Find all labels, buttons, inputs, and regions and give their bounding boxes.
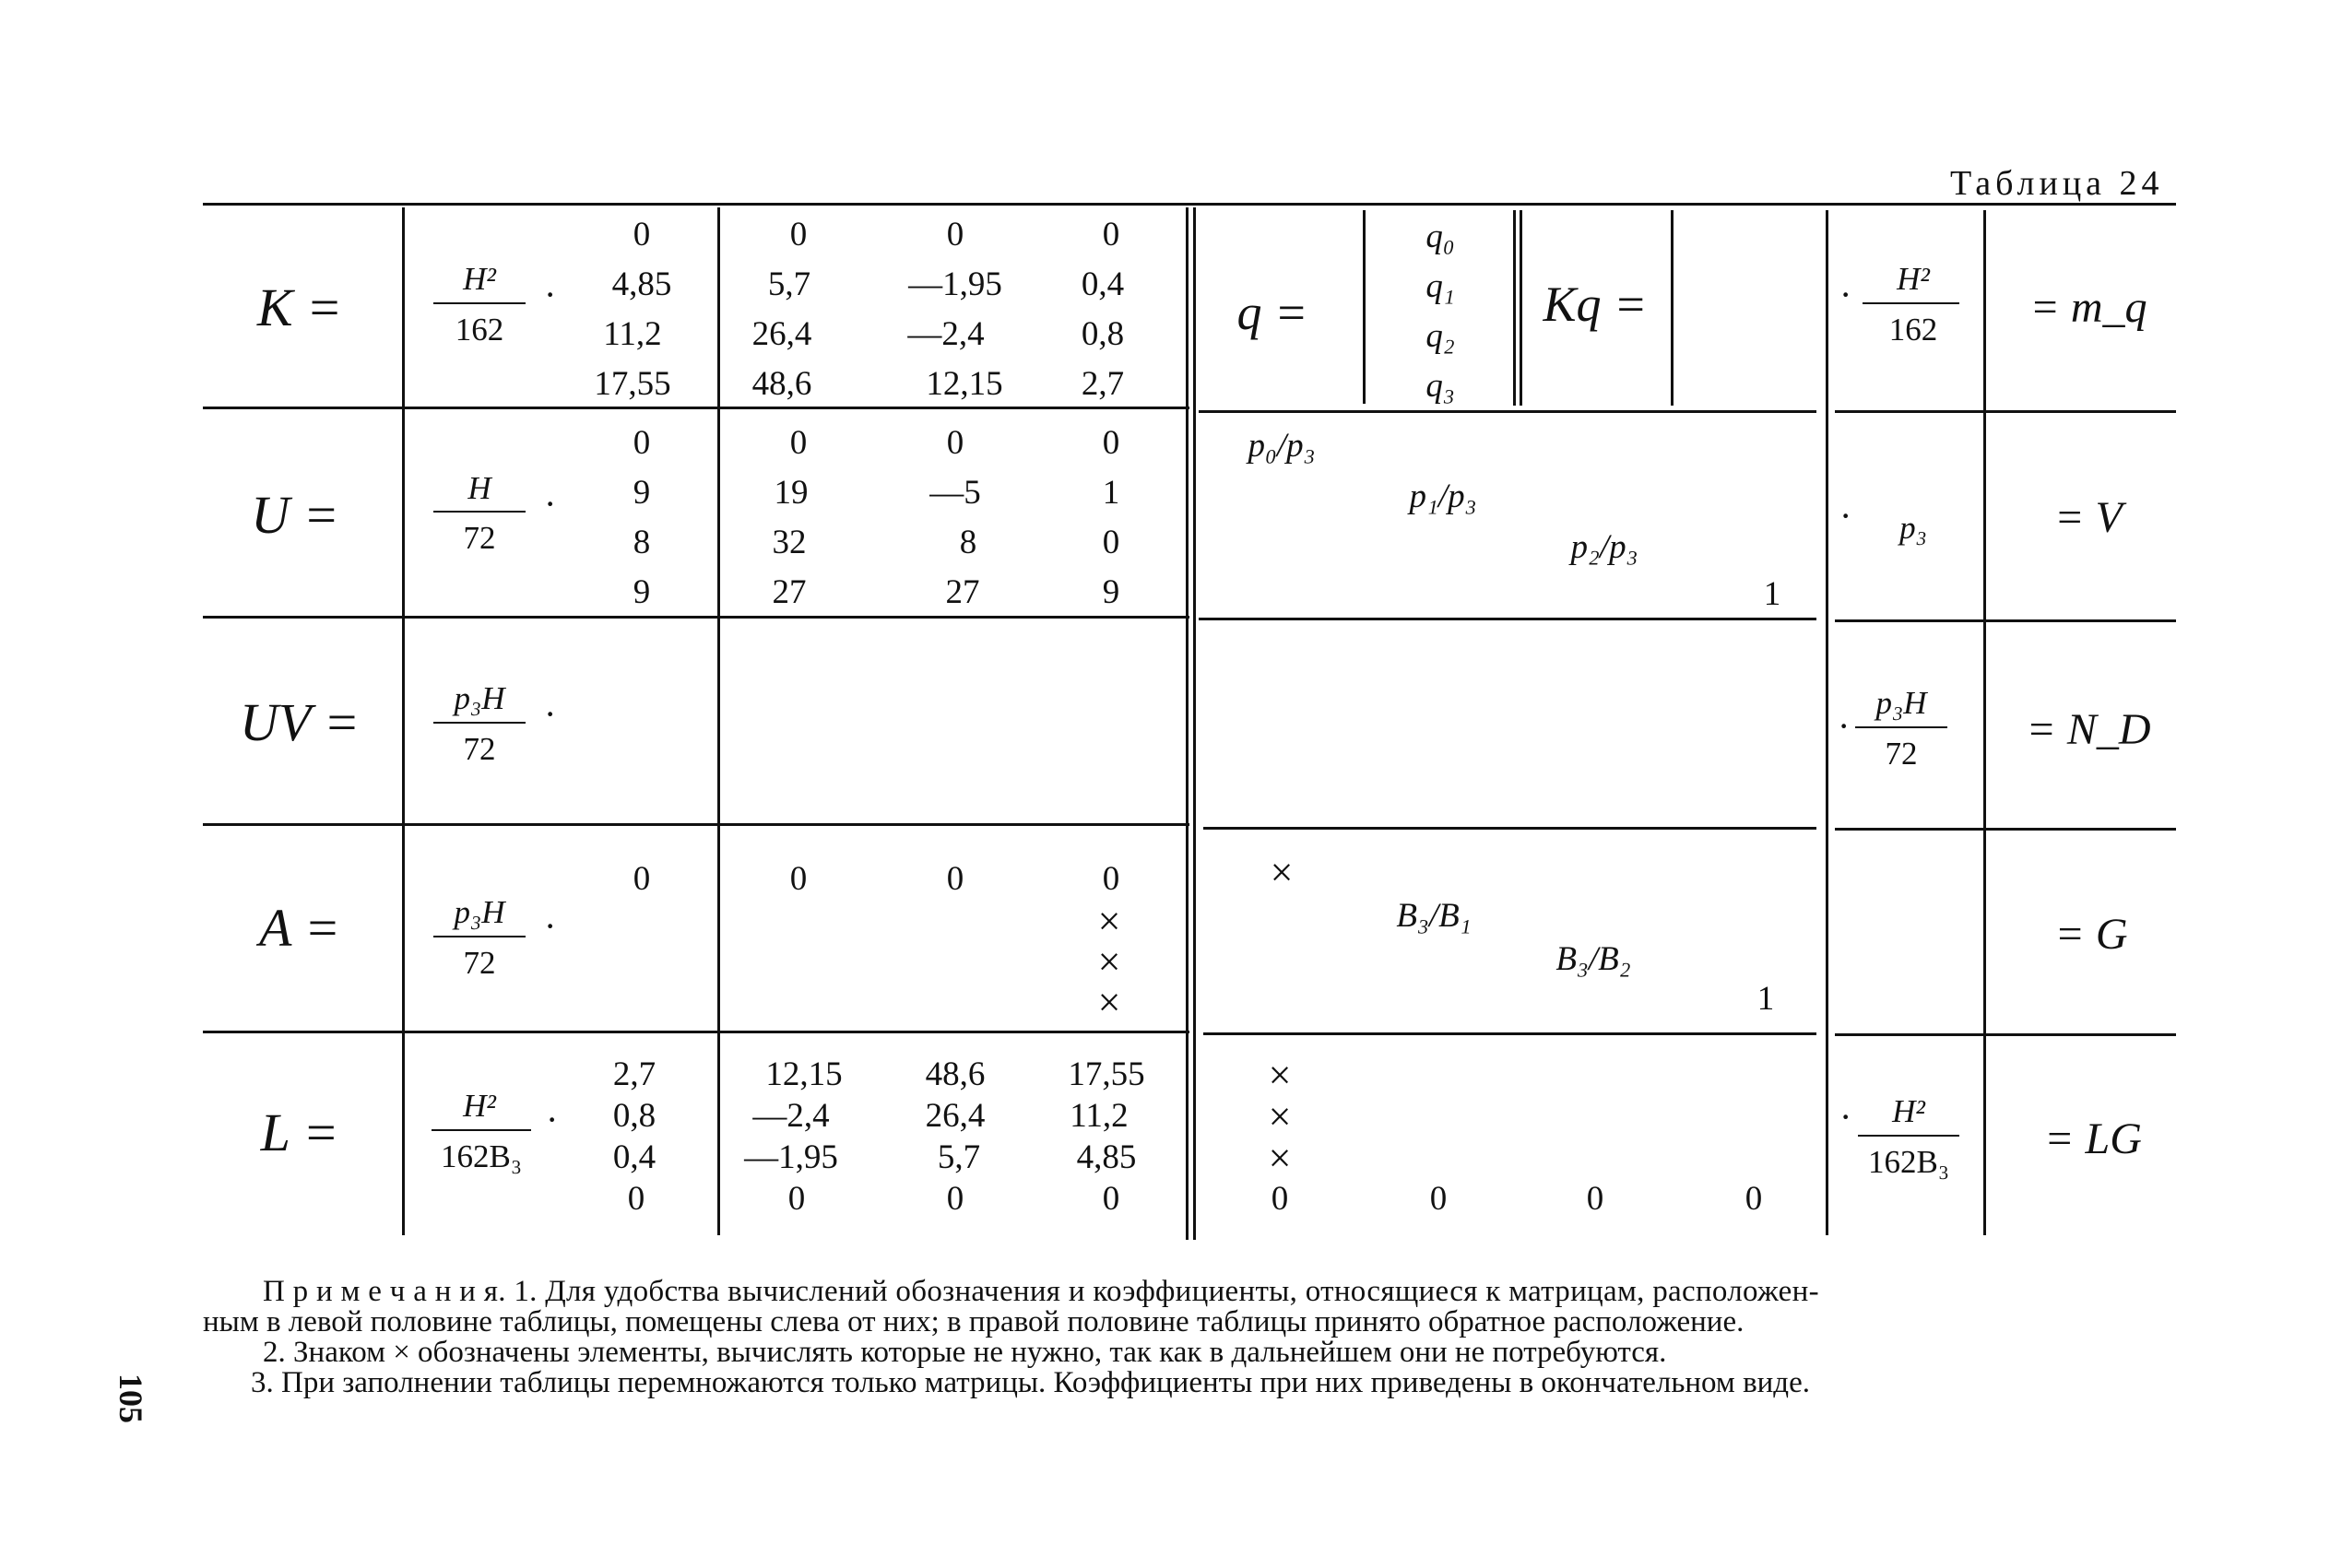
K-c2-r0: 0 — [946, 216, 964, 253]
U-c1-r0: 0 — [789, 424, 808, 462]
right-coef-UV-num: p₃H — [1875, 685, 1927, 721]
coef-L-den: 162B₃ — [440, 1138, 523, 1174]
V-diag-3: 1 — [1763, 575, 1781, 613]
LG-cross-1: × — [1268, 1094, 1292, 1139]
coef-A-bar — [433, 936, 526, 937]
U-c1-r2: 32 — [772, 524, 807, 561]
label-L: L = — [260, 1102, 339, 1162]
K-c0-r0: 0 — [633, 216, 651, 253]
right-coef-K-den: 162 — [1888, 312, 1938, 348]
note-1-cont: ным в левой половине таблицы, помещены слева от них; в правой половине таблицы принято обратное расположение. — [203, 1305, 1745, 1338]
A-cross-1: × — [1097, 939, 1121, 984]
right-coef-K-num: H² — [1897, 261, 1930, 297]
label-U: U = — [251, 485, 339, 545]
coef-U-bar — [433, 511, 526, 513]
coef-U-num: H — [467, 470, 491, 506]
row-divider-4-left — [203, 1031, 1189, 1033]
U-c0-r1: 9 — [633, 474, 651, 512]
L-c2-r3: 0 — [946, 1180, 964, 1218]
K-c1-r0: 0 — [789, 216, 808, 253]
U-c2-r3: 27 — [945, 573, 980, 611]
right-coef-UV-den: 72 — [1885, 736, 1918, 772]
K-c2-r3: 12,15 — [926, 365, 1003, 403]
U-c3-r1: 1 — [1102, 474, 1120, 512]
col-rule-coef — [717, 207, 720, 1235]
G-diag-0: × — [1270, 850, 1294, 895]
coef-U-dot: · — [544, 483, 557, 525]
coef-L-num: H² — [463, 1088, 496, 1124]
K-c1-r1: 5,7 — [767, 265, 811, 303]
label-Kq: Kq = — [1543, 277, 1648, 332]
K-c3-r1: 0,4 — [1081, 265, 1125, 303]
K-c2-r2: —2,4 — [907, 315, 985, 353]
table-title: Таблица 24 — [1950, 164, 2164, 203]
right-coef-UV-dot: · — [1838, 705, 1851, 747]
coef-UV-bar — [433, 722, 526, 724]
coef-L-dot: · — [546, 1099, 559, 1140]
U-c2-r2: 8 — [959, 524, 977, 561]
coef-K-num: H² — [463, 261, 496, 297]
row-divider-3-right — [1203, 827, 1816, 830]
L-c2-r0: 48,6 — [925, 1055, 986, 1093]
note-2: 2. Знаком × обозначены элементы, вычислять которые не нужно, так как в дальнейшем они не потребуются. — [263, 1336, 1667, 1369]
L-c3-r2: 4,85 — [1076, 1138, 1137, 1176]
U-c0-r3: 9 — [633, 573, 651, 611]
coef-A-num: p₃H — [454, 894, 505, 930]
center-double-rule-a — [1186, 207, 1189, 1240]
row-divider-1-far — [1835, 410, 2176, 413]
row-divider-3-left — [203, 823, 1189, 826]
label-q: q = — [1236, 285, 1308, 340]
coef-U-den: 72 — [463, 520, 496, 556]
A-cross-2: × — [1097, 980, 1121, 1025]
LG-zero-3: 0 — [1745, 1180, 1763, 1218]
q-value-2: q₂ — [1425, 317, 1455, 355]
row-divider-2-left — [203, 616, 1189, 619]
L-c3-r1: 11,2 — [1070, 1097, 1129, 1135]
right-coef-K-dot: · — [1839, 274, 1852, 315]
U-c3-r3: 9 — [1102, 573, 1120, 611]
G-diag-1: B₃/B₁ — [1396, 897, 1472, 935]
col-rule-right — [1826, 210, 1828, 1235]
U-c1-r1: 19 — [774, 474, 809, 512]
q-value-0: q₀ — [1425, 218, 1455, 255]
result-mq: = m_q — [2029, 283, 2147, 332]
coef-UV-dot: · — [544, 693, 557, 735]
L-c1-r2: —1,95 — [744, 1138, 838, 1176]
top-rule — [203, 203, 2176, 206]
U-c1-r3: 27 — [772, 573, 807, 611]
q-value-3: q₃ — [1425, 367, 1455, 405]
row-divider-4-right — [1203, 1032, 1816, 1035]
L-c2-r2: 5,7 — [937, 1138, 981, 1176]
G-diag-2: B₃/B₂ — [1555, 940, 1631, 978]
L-c0-r1: 0,8 — [612, 1097, 656, 1135]
L-c0-r2: 0,4 — [612, 1138, 656, 1176]
K-c0-r2: 11,2 — [603, 315, 662, 353]
A-zero-1: 0 — [789, 860, 808, 898]
q-value-1: q₁ — [1425, 267, 1455, 305]
A-zero-3: 0 — [1102, 860, 1120, 898]
kq-rule — [1671, 210, 1674, 406]
coef-K-dot: · — [544, 274, 557, 315]
right-coef-L-den: 162B₃ — [1867, 1144, 1950, 1180]
result-ND: = N_D — [2026, 705, 2151, 754]
result-LG: = LG — [2044, 1114, 2142, 1163]
U-c3-r2: 0 — [1102, 524, 1120, 561]
row-divider-4-far — [1835, 1033, 2176, 1036]
K-c3-r0: 0 — [1102, 216, 1120, 253]
U-c0-r0: 0 — [633, 424, 651, 462]
K-c2-r1: —1,95 — [908, 265, 1002, 303]
coef-A-dot: · — [544, 905, 557, 947]
note-3: 3. При заполнении таблицы перемножаются только матрицы. Коэффициенты при них приведены в окончательном виде. — [251, 1366, 1810, 1399]
LG-cross-2: × — [1268, 1136, 1292, 1181]
A-cross-0: × — [1097, 899, 1121, 944]
row-divider-1-right — [1199, 410, 1816, 413]
coef-K-den: 162 — [455, 312, 504, 348]
L-c0-r3: 0 — [627, 1180, 645, 1218]
LG-zero-2: 0 — [1586, 1180, 1604, 1218]
K-c0-r3: 17,55 — [594, 365, 671, 403]
L-c0-r0: 2,7 — [612, 1055, 656, 1093]
L-c3-r0: 17,55 — [1068, 1055, 1145, 1093]
right-coef-K-bar — [1863, 302, 1959, 304]
K-c0-r1: 4,85 — [611, 265, 672, 303]
LG-zero-1: 0 — [1429, 1180, 1448, 1218]
page-number: 105 — [112, 1373, 149, 1423]
L-c3-r3: 0 — [1102, 1180, 1120, 1218]
center-double-rule-b — [1193, 207, 1196, 1240]
L-c1-r1: —2,4 — [752, 1097, 830, 1135]
note-1: П р и м е ч а н и я. 1. Для удобства вычислений обозначения и коэффициенты, относящиеся к матрицам, расположен- — [263, 1275, 1819, 1308]
result-G: = G — [2054, 910, 2128, 959]
right-coef-U: p₃ — [1899, 510, 1927, 546]
V-diag-2: p₂/p₃ — [1570, 528, 1638, 566]
coef-UV-num: p₃H — [454, 680, 505, 716]
A-zero-2: 0 — [946, 860, 964, 898]
right-coef-U-dot: · — [1839, 495, 1852, 536]
G-diag-3: 1 — [1756, 980, 1775, 1018]
U-c0-r2: 8 — [633, 524, 651, 561]
K-c1-r3: 48,6 — [751, 365, 812, 403]
U-c2-r0: 0 — [946, 424, 964, 462]
q-double-rule-b — [1520, 210, 1522, 406]
row-divider-3-far — [1835, 828, 2176, 831]
coef-L-bar — [432, 1129, 531, 1131]
V-diag-1: p₁/p₃ — [1409, 477, 1477, 515]
LG-cross-0: × — [1268, 1053, 1292, 1098]
q-rule — [1363, 210, 1366, 404]
L-c1-r3: 0 — [787, 1180, 806, 1218]
coef-UV-den: 72 — [463, 731, 496, 767]
row-divider-2-right — [1199, 618, 1816, 620]
q-double-rule-a — [1513, 210, 1516, 406]
col-rule-result — [1983, 210, 1986, 1235]
right-coef-L-dot: · — [1839, 1096, 1852, 1138]
V-diag-0: p₀/p₃ — [1248, 427, 1316, 465]
K-c1-r2: 26,4 — [751, 315, 812, 353]
row-divider-2-far — [1835, 619, 2176, 622]
U-c3-r0: 0 — [1102, 424, 1120, 462]
U-c2-r1: —5 — [929, 474, 981, 512]
right-coef-UV-bar — [1855, 726, 1947, 728]
label-K: K = — [256, 277, 343, 337]
L-c2-r1: 26,4 — [925, 1097, 986, 1135]
coef-A-den: 72 — [463, 945, 496, 981]
result-V: = V — [2054, 493, 2123, 542]
L-c1-r0: 12,15 — [765, 1055, 843, 1093]
coef-K-bar — [433, 302, 526, 304]
right-coef-L-bar — [1858, 1135, 1959, 1137]
label-UV: UV = — [240, 692, 360, 752]
A-zero-0: 0 — [633, 860, 651, 898]
label-A: A = — [258, 898, 341, 958]
K-c3-r2: 0,8 — [1081, 315, 1125, 353]
K-c3-r3: 2,7 — [1081, 365, 1125, 403]
col-rule-label — [402, 207, 405, 1235]
row-divider-1-left — [203, 407, 1189, 409]
right-coef-L-num: H² — [1892, 1093, 1925, 1129]
LG-zero-0: 0 — [1271, 1180, 1289, 1218]
